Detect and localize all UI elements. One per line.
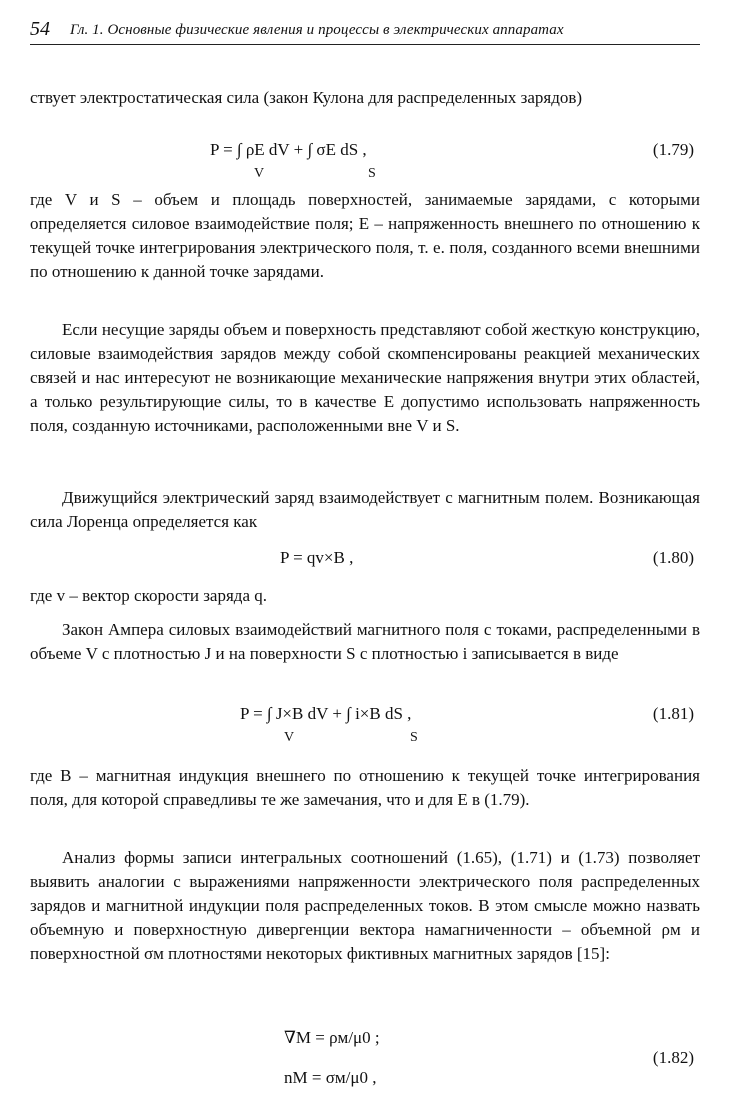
equation-line-2: nM = σм/μ0 ,	[284, 1068, 377, 1087]
equation-number: (1.81)	[652, 704, 694, 723]
equation-line-1: ∇M = ρм/μ0 ;	[284, 1028, 380, 1047]
equation-number: (1.79)	[652, 140, 694, 159]
paragraph-3: Если несущие заряды объем и поверхность представляют собой жесткую конструкцию, силовые взаимодействия зарядов между собой скомпенсированы реакцией механических связей и нас интересуют не возникающие механические напряжения внутри этих областей, а только результирующие силы, то в качестве E допустимо использовать напряженность поля, созданную источниками, расположенными вне V и S.	[30, 320, 700, 435]
paragraph-7: где B – магнитная индукция внешнего по отношению к текущей точке интегрирования поля, для которой справедливы те же замечания, что и для E в (1.79).	[30, 766, 700, 809]
paragraph-4: Движущийся электрический заряд взаимодействует с магнитным полем. Возникающая сила Лоренца определяется как	[30, 488, 700, 531]
running-title: Гл. 1. Основные физические явления и процессы в электрических аппаратах	[70, 22, 564, 38]
integral-subscript-volume: V	[284, 730, 295, 745]
paragraph-5: где v – вектор скорости заряда q.	[30, 586, 267, 605]
paragraph-8: Анализ формы записи интегральных соотношений (1.65), (1.71) и (1.73) позволяет выявить аналогии с выражениями напряженности электрического поля распределенных зарядов и магнитной индукции поля распределенных токов. В этом смысле можно назвать объемную и поверхностную дивергенции вектора намагниченности – объемной ρм и поверхностной σм плотностями некоторых фиктивных магнитных зарядов [15]:	[30, 848, 700, 963]
equation-number: (1.82)	[652, 1048, 694, 1067]
equation-1-82	[30, 1028, 700, 1098]
equation-expression: P = ∫ ρE dV + ∫ σE dS ,	[210, 140, 367, 159]
running-header	[30, 14, 700, 45]
equation-1-79	[30, 140, 700, 180]
equation-expression: P = qv×B ,	[280, 548, 354, 567]
equation-1-80	[30, 548, 700, 574]
paragraph-2: где V и S – объем и площадь поверхностей, занимаемые зарядами, с которыми определяется силовое взаимодействие поля; E – напряженность внешнего по отношению к текущей точке интегрирования электрического поля, т. е. поля, созданного всеми внешними по отношению к данной точке зарядами.	[30, 190, 700, 281]
equation-1-81	[30, 704, 700, 748]
equation-number: (1.80)	[652, 548, 694, 567]
paragraph-1: ствует электростатическая сила (закон Кулона для распределенных зарядов)	[30, 88, 583, 107]
page-number: 54	[30, 18, 50, 40]
paragraph-6: Закон Ампера силовых взаимодействий магнитного поля с токами, распределенными в объеме V с плотностью J и на поверхности S с плотностью i записывается в виде	[30, 620, 700, 663]
integral-subscript-surface: S	[368, 166, 376, 181]
integral-subscript-surface: S	[410, 730, 418, 745]
equation-expression: P = ∫ J×B dV + ∫ i×B dS ,	[240, 704, 412, 723]
integral-subscript-volume: V	[254, 166, 265, 181]
